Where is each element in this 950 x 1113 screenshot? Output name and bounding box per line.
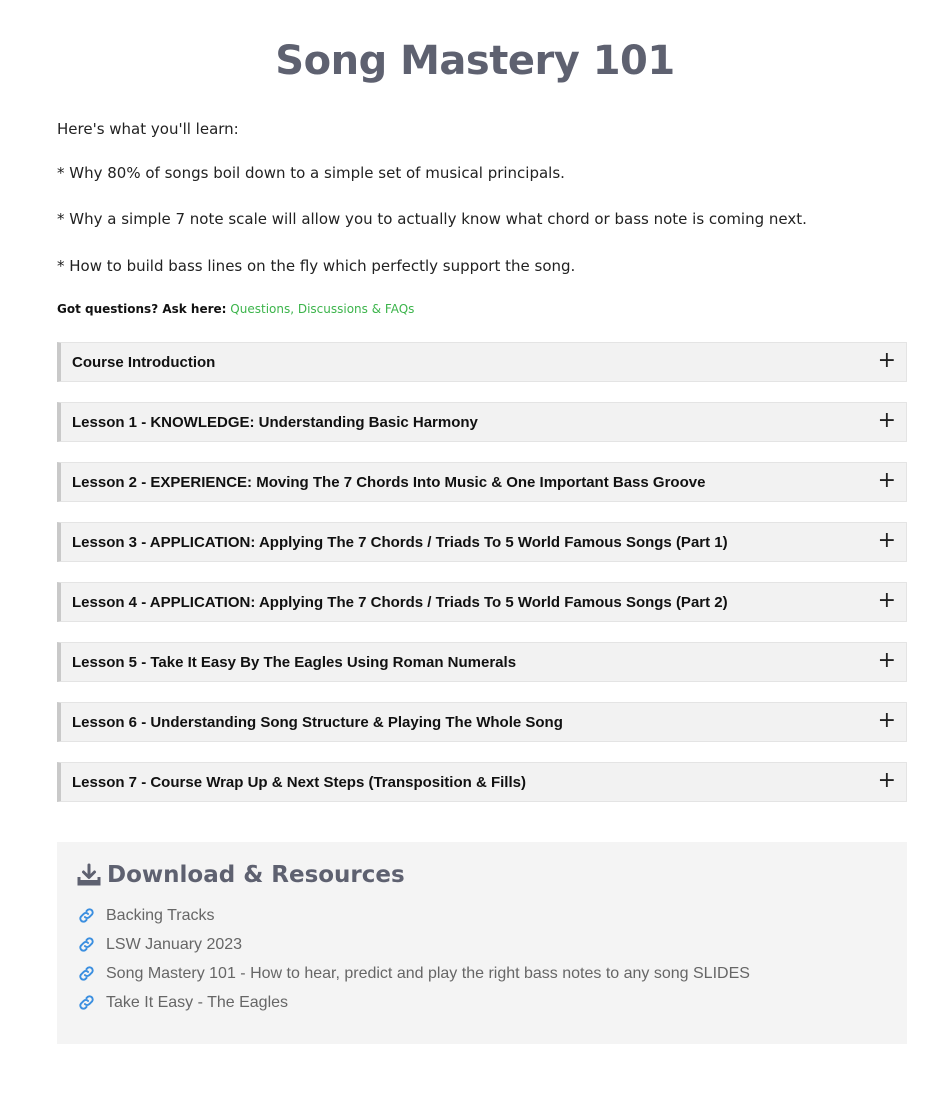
intro-point-1: * Why 80% of songs boil down to a simple set of musical principals. bbox=[57, 164, 565, 182]
intro-point-2: * Why a simple 7 note scale will allow you to actually know what chord or bass note is coming next. bbox=[57, 210, 807, 228]
page-title: Song Mastery 101 bbox=[275, 38, 675, 84]
link-icon bbox=[77, 993, 96, 1012]
intro-heading: Here's what you'll learn: bbox=[57, 120, 239, 138]
accordion-course-introduction[interactable] bbox=[57, 342, 907, 382]
expand-plus-icon[interactable]: + bbox=[877, 348, 896, 373]
resources-title: Download & Resources bbox=[107, 862, 405, 888]
accordion-label: Lesson 7 - Course Wrap Up & Next Steps (Transposition & Fills) bbox=[72, 774, 526, 791]
resource-link-label: Take It Easy - The Eagles bbox=[106, 993, 289, 1011]
expand-plus-icon[interactable]: + bbox=[877, 408, 896, 433]
resource-link-slides[interactable] bbox=[77, 964, 750, 983]
expand-plus-icon[interactable]: + bbox=[877, 708, 896, 733]
accordion-lesson-3[interactable] bbox=[57, 522, 907, 562]
resource-link-label: Song Mastery 101 - How to hear, predict and play the right bass notes to any song SLIDES bbox=[106, 964, 750, 982]
expand-plus-icon[interactable]: + bbox=[877, 468, 896, 493]
expand-plus-icon[interactable]: + bbox=[877, 768, 896, 793]
intro-point-3: * How to build bass lines on the fly which perfectly support the song. bbox=[57, 257, 576, 275]
accordion-lesson-4[interactable] bbox=[57, 582, 907, 622]
accordion-label: Lesson 6 - Understanding Song Structure & Playing The Whole Song bbox=[72, 714, 563, 731]
link-icon bbox=[77, 935, 96, 954]
resources-heading bbox=[77, 862, 405, 888]
link-icon bbox=[77, 906, 96, 925]
expand-plus-icon[interactable]: + bbox=[877, 588, 896, 613]
accordion-label: Course Introduction bbox=[72, 354, 216, 371]
link-icon bbox=[77, 964, 96, 983]
download-icon bbox=[77, 863, 101, 887]
accordion-lesson-1[interactable] bbox=[57, 402, 907, 442]
accordion-label: Lesson 2 - EXPERIENCE: Moving The 7 Chords Into Music & One Important Bass Groove bbox=[72, 474, 706, 491]
resource-link-label: Backing Tracks bbox=[106, 906, 215, 924]
accordion-lesson-7[interactable] bbox=[57, 762, 907, 802]
accordion-label: Lesson 1 - KNOWLEDGE: Understanding Basic Harmony bbox=[72, 414, 478, 431]
resource-link-backing-tracks[interactable] bbox=[77, 906, 214, 925]
accordion-label: Lesson 3 - APPLICATION: Applying The 7 Chords / Triads To 5 World Famous Songs (Part 1) bbox=[72, 534, 728, 551]
accordion-lesson-6[interactable] bbox=[57, 702, 907, 742]
resources-panel bbox=[57, 842, 907, 1044]
questions-label: Got questions? Ask here: bbox=[57, 302, 227, 316]
accordion-lesson-5[interactable] bbox=[57, 642, 907, 682]
expand-plus-icon[interactable]: + bbox=[877, 528, 896, 553]
accordion-label: Lesson 5 - Take It Easy By The Eagles Using Roman Numerals bbox=[72, 654, 517, 671]
resource-link-lsw-january[interactable] bbox=[77, 935, 242, 954]
resource-link-take-it-easy[interactable] bbox=[77, 993, 288, 1012]
accordion-label: Lesson 4 - APPLICATION: Applying The 7 Chords / Triads To 5 World Famous Songs (Part 2) bbox=[72, 594, 728, 611]
accordion-lesson-2[interactable] bbox=[57, 462, 907, 502]
questions-line bbox=[57, 302, 414, 316]
resource-link-label: LSW January 2023 bbox=[106, 935, 243, 953]
expand-plus-icon[interactable]: + bbox=[877, 648, 896, 673]
questions-link[interactable]: Questions, Discussions & FAQs bbox=[230, 302, 415, 316]
